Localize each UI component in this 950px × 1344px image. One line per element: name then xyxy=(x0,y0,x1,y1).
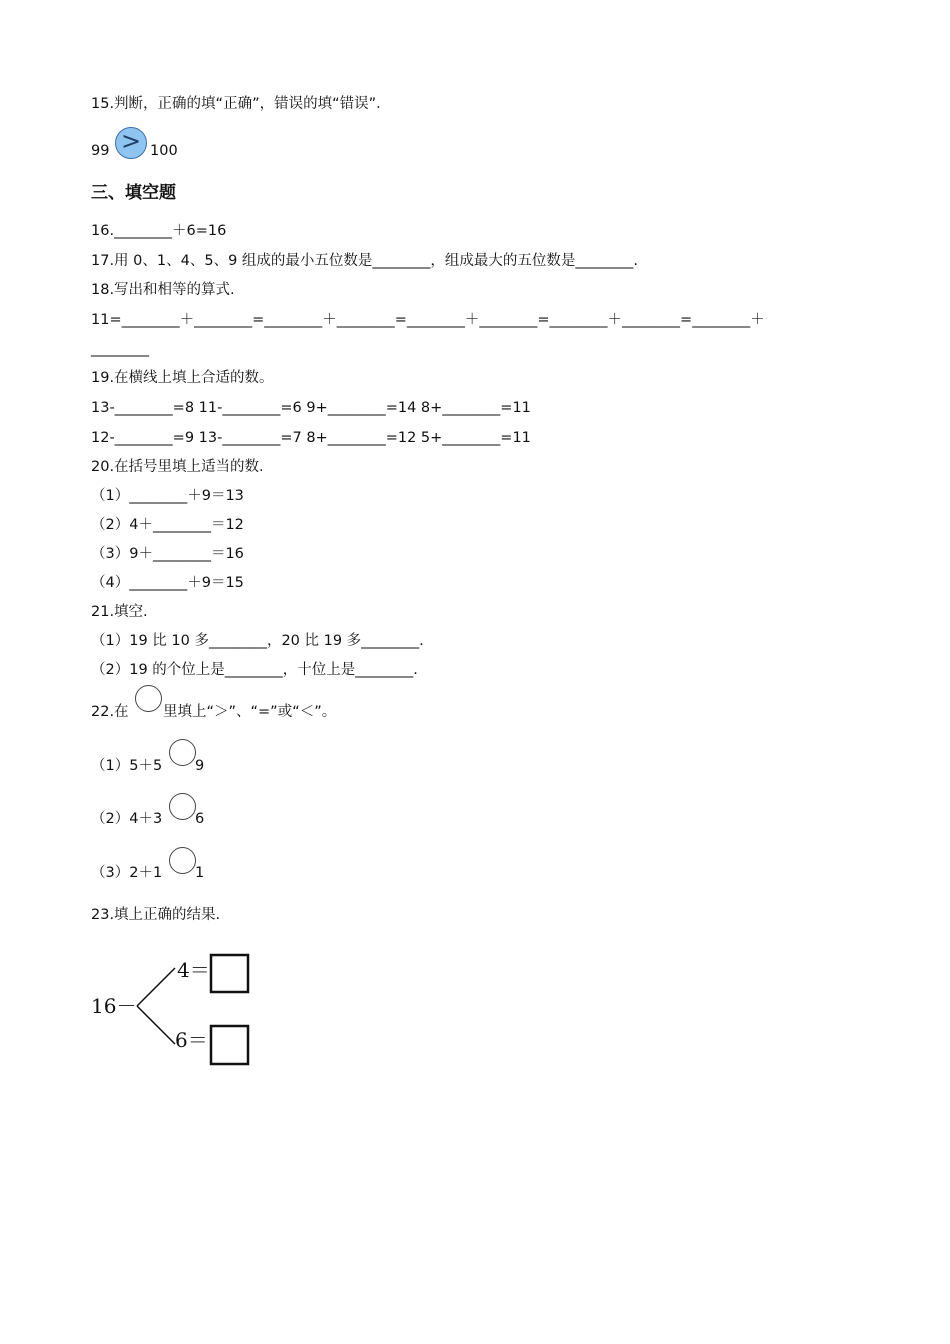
q22-item-2-circle[interactable] xyxy=(169,793,196,820)
q19-row2: 12-________=9 13-________=7 8+________=12 5+________=11 xyxy=(91,430,531,446)
q20-item-3: （3）9＋________＝16 xyxy=(91,546,244,562)
q22-item-1-left: （1）5＋5 xyxy=(91,758,163,774)
section-title: 三、填空题 xyxy=(91,183,176,203)
q23-top-answer-box[interactable] xyxy=(211,955,248,992)
q22-suffix: 里填上“＞”、“=”或“＜”。 xyxy=(163,704,337,720)
q21-item-1: （1）19 比 10 多________，20 比 19 多________. xyxy=(91,633,424,649)
q17-question: 17.用 0、1、4、5、9 组成的最小五位数是________，组成最大的五位数是________. xyxy=(91,253,639,269)
q20-item-4: （4）________＋9＝15 xyxy=(91,575,244,591)
q18-line2: ________ xyxy=(91,341,149,357)
q23-lower-branch xyxy=(137,1006,175,1044)
q23-start-label: 16－ xyxy=(91,994,137,1018)
q20-item-2: （2）4＋________＝12 xyxy=(91,517,244,533)
q19-question: 19.在横线上填上合适的数。 xyxy=(91,370,274,386)
q15-question: 15.判断，正确的填“正确”，错误的填“错误”． xyxy=(91,96,391,112)
q15-right-number: 100 xyxy=(150,143,178,159)
greater-than-symbol: > xyxy=(120,127,142,155)
q15-left-number: 99 xyxy=(91,143,110,159)
q16-question: 16.________＋6=16 xyxy=(91,223,227,239)
q21-question: 21.填空. xyxy=(91,604,148,620)
q23-split-diagram xyxy=(91,950,261,1070)
q22-prefix: 22.在 xyxy=(91,704,129,720)
q22-circle-icon xyxy=(135,685,162,712)
q20-item-1: （1）________＋9＝13 xyxy=(91,488,244,504)
q22-item-3-left: （3）2＋1 xyxy=(91,865,163,881)
q23-bottom-answer-box[interactable] xyxy=(211,1026,248,1064)
q23-top-label: 4＝ xyxy=(177,958,210,982)
q20-question: 20.在括号里填上适当的数. xyxy=(91,459,264,475)
q22-item-2-right: 6 xyxy=(195,811,205,827)
q23-question: 23.填上正确的结果. xyxy=(91,907,221,923)
q18-line1: 11=________＋________=________＋________=________＋________=________＋________=________＋ xyxy=(91,312,765,328)
q23-bottom-label: 6＝ xyxy=(175,1028,208,1052)
q22-item-3-right: 1 xyxy=(195,865,205,881)
q18-question: 18.写出和相等的算式. xyxy=(91,282,235,298)
q22-item-3-circle[interactable] xyxy=(169,847,196,874)
q22-item-2-left: （2）4＋3 xyxy=(91,811,163,827)
q23-upper-branch xyxy=(137,968,175,1006)
q21-item-2: （2）19 的个位上是________，十位上是________. xyxy=(91,662,418,678)
q19-row1: 13-________=8 11-________=6 9+________=14 8+________=11 xyxy=(91,400,531,416)
q15-answer-circle xyxy=(115,127,147,159)
q22-item-1-right: 9 xyxy=(195,758,205,774)
q22-item-1-circle[interactable] xyxy=(169,739,196,766)
